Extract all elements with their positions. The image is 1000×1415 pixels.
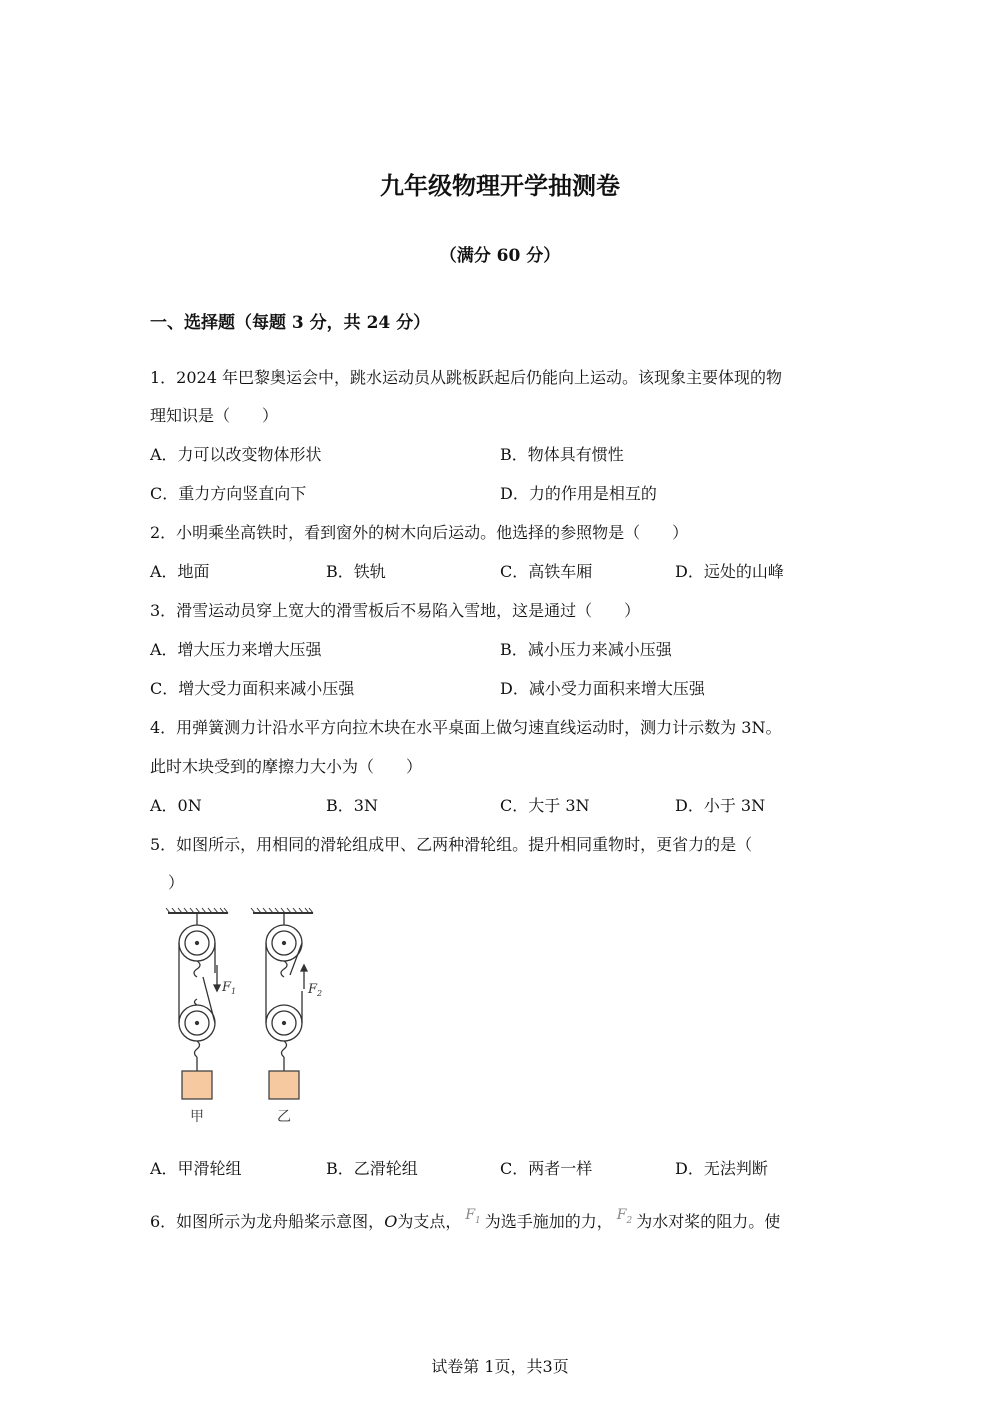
page-title: 九年级物理开学抽测卷 <box>380 172 620 200</box>
question-3-option-b: B．减小压力来减小压强 <box>500 640 672 659</box>
force-f2-label: $F_2$ <box>308 982 323 998</box>
question-1-option-b: B．物体具有惯性 <box>500 445 624 464</box>
question-6-text-3: 为选手施加的力， <box>484 1212 613 1231</box>
question-2-option-a: A．地面 <box>150 562 210 581</box>
section-heading: 一、选择题（每题 3 分，共 24 分） <box>150 313 431 333</box>
question-2-option-c: C．高铁车厢 <box>500 562 593 581</box>
question-5-option-d: D．无法判断 <box>675 1159 768 1178</box>
force-f1-label: $F_1$ <box>222 980 237 996</box>
question-5-line-1: 5．如图所示，用相同的滑轮组成甲、乙两种滑轮组。提升相同重物时，更省力的是（ <box>150 835 753 854</box>
figure-label-left: 甲 <box>190 1109 204 1125</box>
question-6-text-1: 6．如图所示为龙舟船桨示意图， <box>150 1212 385 1231</box>
question-1-option-c: C．重力方向竖直向下 <box>150 484 307 503</box>
page-footer: 试卷第 1页，共3页 <box>431 1357 569 1376</box>
question-3-option-d: D．减小受力面积来增大压强 <box>500 679 705 698</box>
question-5-option-c: C．两者一样 <box>500 1159 593 1178</box>
figure-label-right: 乙 <box>277 1109 291 1125</box>
question-4-option-b: B．3N <box>326 796 378 815</box>
question-5-option-a: A．甲滑轮组 <box>150 1159 242 1178</box>
question-3-option-a: A．增大压力来增大压强 <box>150 640 322 659</box>
question-4-line-2: 此时木块受到的摩擦力大小为（ ） <box>150 757 423 776</box>
pulley-diagram <box>160 905 340 1135</box>
question-3-line-1: 3．滑雪运动员穿上宽大的滑雪板后不易陷入雪地，这是通过（ ） <box>150 601 641 620</box>
question-6-text-4: 为水对桨的阻力。使 <box>636 1212 781 1231</box>
question-6-text-2: 为支点， <box>397 1212 462 1231</box>
question-4-line-1: 4．用弹簧测力计沿水平方向拉木块在水平桌面上做匀速直线运动时，测力计示数为 3N。 <box>150 718 782 737</box>
question-6-line-1 <box>150 1209 780 1242</box>
pulley-figure <box>160 905 340 1135</box>
question-4-option-c: C．大于 3N <box>500 796 590 815</box>
question-5-line-2: ） <box>168 873 185 892</box>
question-5-option-b: B．乙滑轮组 <box>326 1159 418 1178</box>
symbol-f2: $F_2$ <box>616 1207 633 1226</box>
question-1-line-1: 1．2024 年巴黎奥运会中，跳水运动员从跳板跃起后仍能向上运动。该现象主要体现的物 <box>150 368 782 387</box>
question-1-line-2: 理知识是（ ） <box>150 406 279 425</box>
pivot-o: O <box>384 1212 398 1231</box>
question-2-option-b: B．铁轨 <box>326 562 386 581</box>
question-1-option-a: A．力可以改变物体形状 <box>150 445 322 464</box>
question-3-option-c: C．增大受力面积来减小压强 <box>150 679 355 698</box>
page-subtitle: （满分 60 分） <box>439 246 561 266</box>
question-4-option-a: A．0N <box>150 796 202 815</box>
question-2-option-d: D．远处的山峰 <box>675 562 784 581</box>
question-2-line-1: 2．小明乘坐高铁时，看到窗外的树木向后运动。他选择的参照物是（ ） <box>150 523 689 542</box>
pulley-system-right <box>251 908 313 1099</box>
pulley-system-left <box>166 908 228 1099</box>
question-1-option-d: D．力的作用是相互的 <box>500 484 657 503</box>
question-4-option-d: D．小于 3N <box>675 796 766 815</box>
symbol-f1: $F_1$ <box>465 1207 481 1226</box>
